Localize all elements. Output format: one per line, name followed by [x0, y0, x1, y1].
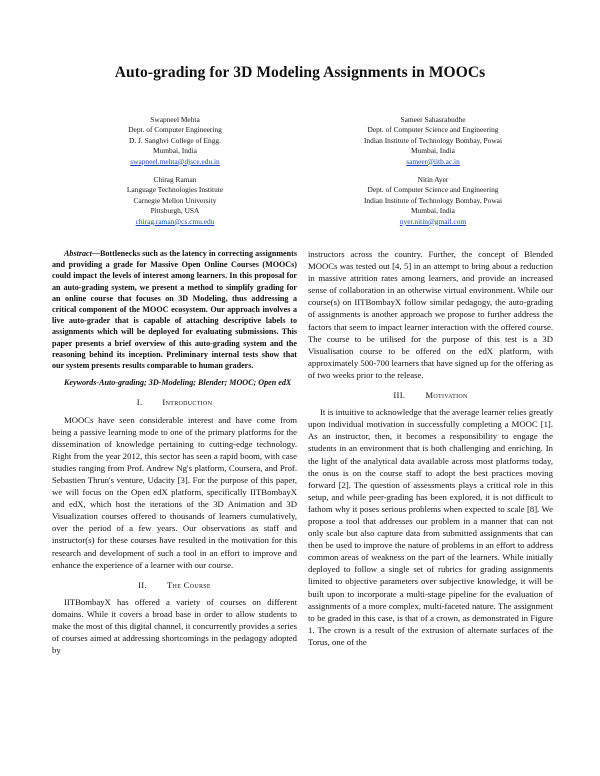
- section-title: Motivation: [425, 390, 468, 401]
- abstract-lead: Abstract: [64, 249, 92, 258]
- author-block-3: [70, 175, 280, 227]
- author-institution: Indian Institute of Technology Bombay, Powai: [363, 135, 503, 145]
- author-dept: Dept. of Computer Science and Engineering: [367, 185, 499, 195]
- author-dept: Language Technologies Institute: [126, 185, 224, 195]
- section-title: Introduction: [162, 397, 213, 408]
- author-name: Chirag Raman: [153, 175, 197, 184]
- author-city: Mumbai, India: [153, 146, 197, 156]
- section-heading-motivation: [308, 389, 553, 401]
- section-heading-introduction: [52, 396, 297, 408]
- author-email-link[interactable]: swapneel.mehta@djsce.edu.in: [130, 156, 220, 166]
- author-institution: Carnegie Mellon University: [133, 195, 217, 205]
- author-email-link[interactable]: sameer@iitb.ac.in: [406, 156, 460, 166]
- section-number: III.: [393, 390, 406, 401]
- author-institution: Indian Institute of Technology Bombay, Powai: [363, 195, 503, 205]
- abstract: [52, 248, 297, 371]
- author-block-2: [328, 115, 538, 167]
- author-city: Pittsburgh, USA: [150, 206, 200, 216]
- author-institution: D. J. Sanghvi College of Engg.: [129, 135, 221, 145]
- section-number: II.: [138, 579, 147, 590]
- author-email-link[interactable]: chirag.raman@cs.cmu.edu: [135, 216, 215, 226]
- motivation-paragraph: It is intuitive to acknowledge that the average learner relies greatly upon individual motivation in successfully completing a MOOC [1]. As an instructor, then, it becomes a responsibility to engage the students in an environment that is both challenging and enriching. In the light of the analytical data available across most platforms today, the onus is on the course staff to adopt the best practices moving forward [2]. The question of assessments plays a critical role in this setup, and while peer-grading has been explored, it is not difficult to fathom why it poses serious problems when expected to scale [8]. We propose a tool that addresses our problem in a manner that can not only scale but also capture data from submitted assignments that can then be used to improve the nature of problems in an effort to address common areas of weakness on the part of the learners. While initially deployed to follow a single set of rubrics for grading assignments limited to objective parameters over subjective knowledge, it will be built upon to incorporate a multi-stage pipeline for the evaluation of assignments of a more complex, multi-faceted nature. The assignment to be graded in this case, is that of a crown, as demonstrated in Figure 1. The crown is a result of the extrusion of alternate surfaces of the Torus, one of the: [308, 407, 553, 647]
- section-number: I.: [136, 397, 143, 408]
- author-city: Mumbai, India: [411, 206, 455, 216]
- author-dept: Dept. of Computer Science and Engineering: [367, 125, 499, 135]
- abstract-text: —Bottlenecks such as the latency in correcting assignments and providing a grade for Massive Open Online Courses (MOOCs) could impact the levels of interest among learners. In this proposal for an auto-grading system, we present a method to simplify grading for an online course that focuses on 3D Modeling, thus addressing a critical component of the MOOC ecosystem. Our approach involves a live auto-grader that is capable of attaching descriptive labels to assignments which will be deployed for evaluating submissions. This paper presents a brief overview of this auto-grading system and the reasoning behind its inception. Preliminary internal tests show that our system presents results comparable to human graders.: [52, 249, 297, 371]
- section-heading-course: [52, 579, 297, 591]
- intro-paragraph: MOOCs have seen considerable interest and have come from being a passive learning mode to one of the primary platforms for the dissemination of knowledge pertaining to cutting-edge technology. Right from the year 2012, this sector has seen a rapid boom, with case studies ranging from Prof. Andrew Ng's platform, Coursera, and Prof. Sebastien Thrun's venture, Udacity [3]. For the purpose of this paper, we will focus on the Open edX platform, specifically IITBombayX and edX, which host the iterations of the 3D Animation and 3D Visualization courses offered to thousands of learners cumulatively, over the period of a few years. Our observations as staff and instructor(s) for these courses have resulted in the motivation for this research and development of such a tool in an effort to improve and enhance the experience of a learner with our course.: [52, 414, 297, 570]
- author-block-1: [70, 115, 280, 167]
- section-title: The Course: [166, 579, 211, 590]
- paper-title: Auto-grading for 3D Modeling Assignments in MOOCs: [114, 64, 486, 81]
- course-paragraph-continued: instructors across the country. Further, the concept of Blended MOOCs was tested out [4, 5] in an attempt to bring about a reduction in massive attrition rates among learners, and provide an increased sense of collaboration in an otherwise virtual environment. While our course(s) on IITBombayX follow similar pedagogy, the auto-grading of assignments is another approach we propose to further address the factors that seem to impact learner interaction with the offered course. The course to be utilised for the purpose of this test is a 3D Visualisation course to be offered on the edX platform, with approximately 500-700 learners that have signed up for the offering as of two weeks prior to the release.: [308, 249, 553, 380]
- author-city: Mumbai, India: [411, 146, 455, 156]
- left-column: [52, 248, 297, 656]
- author-name: Sameer Sahasrabudhe: [400, 115, 466, 124]
- keywords: Keywords-Auto-grading; 3D-Modeling; Blender; MOOC; Open edX: [64, 378, 292, 388]
- author-name: Nitin Ayer: [417, 175, 449, 184]
- right-column: [308, 248, 553, 648]
- course-paragraph-start: IITBombayX has offered a variety of courses on different domains. While it covers a broad base in order to allow students to make the most of this digital channel, it concurrently provides a series of courses aimed at addressing shortcomings in the pedagogy adopted by: [52, 596, 297, 656]
- author-block-4: [328, 175, 538, 227]
- author-name: Swapneel Mehta: [150, 115, 200, 124]
- author-dept: Dept. of Computer Engineering: [128, 125, 222, 135]
- author-email-link[interactable]: nyer.nitin@gmail.com: [399, 216, 467, 226]
